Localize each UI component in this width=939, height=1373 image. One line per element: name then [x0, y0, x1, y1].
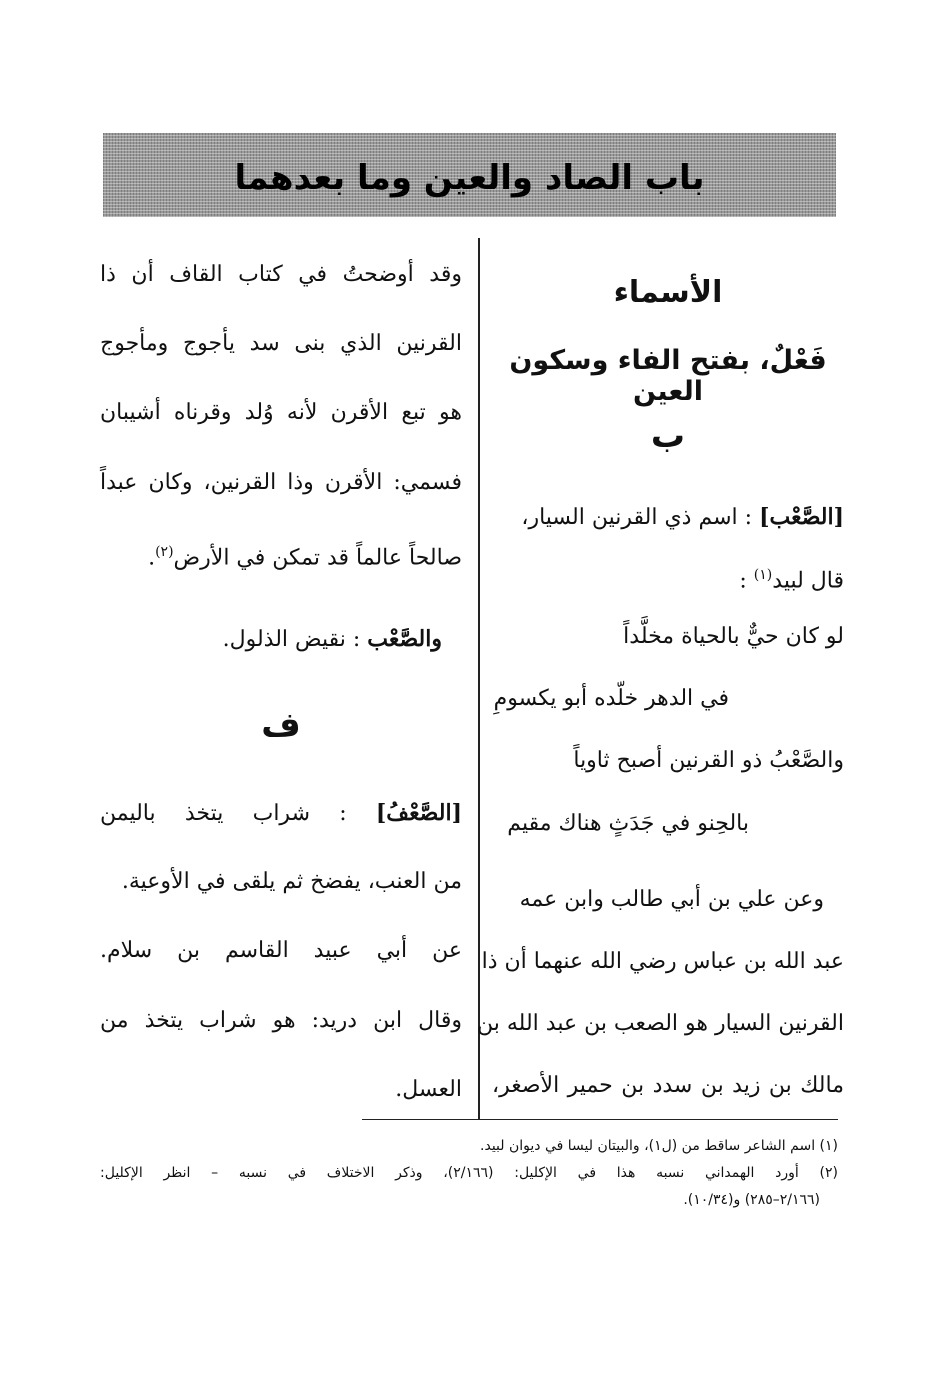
- letter-heading-ba: ب: [650, 416, 686, 456]
- verse-line: والصَّعْبُ ذو القرنين أصبح ثاوياً: [573, 748, 844, 773]
- verse-line: في الدهر خلّده أبو يكسومِ: [493, 686, 729, 711]
- entry-term: [الصَّعْب]: [759, 504, 844, 530]
- chapter-banner: [103, 133, 836, 217]
- footnote-ref-2: (٢): [155, 544, 174, 560]
- paragraph-period: .: [148, 545, 156, 571]
- verse-line: بالحِنو في جَدَثٍ هناك مقيم: [507, 811, 749, 836]
- column-divider: [478, 238, 480, 1120]
- footnote-2-continued: (٢/١٦٦–٢٨٥) و(١٠/٣٤).: [683, 1192, 820, 1208]
- definition-term: والصَّعْب: [367, 626, 442, 652]
- quote-intro: قال لبيد: [772, 568, 844, 594]
- paragraph-line: وقد أوضحتُ في كتاب القاف أن ذا: [100, 262, 462, 287]
- quote-intro-line: [739, 560, 844, 596]
- footnote-2: (٢) أورد الهمداني نسبه هذا في الإكليل: (٢/١٦٦)، وذكر الاختلاف في نسبه – انظر الإكليل:: [100, 1165, 839, 1181]
- entry-line: [521, 502, 844, 533]
- entry-term: [الصَّعْفُ]: [375, 800, 462, 826]
- footnote-1: (١) اسم الشاعر ساقط من (ل١)، والبيتان ليسا في ديوان لبيد.: [480, 1138, 838, 1154]
- definition-text: : نقيض الذلول.: [222, 627, 361, 652]
- letter-heading-fa: ف: [261, 705, 301, 745]
- paragraph-line: القرنين السيار هو الصعب بن عبد الله بن: [477, 1011, 844, 1036]
- entry-definition: : شراب يتخذ باليمن: [100, 801, 347, 826]
- entry-line: وقال ابن دريد: هو شراب يتخذ من: [100, 1008, 462, 1033]
- entry-line: من العنب، يفضخ ثم يلقى في الأوعية.: [121, 869, 462, 894]
- entry-line: العسل.: [395, 1077, 462, 1102]
- paragraph-line: فسمي: الأقرن وذا القرنين، وكان عبداً: [100, 470, 462, 495]
- chapter-title: باب الصاد والعين وما بعدهما: [234, 158, 705, 198]
- footnote-rule: [362, 1119, 838, 1120]
- footnotes: [100, 1133, 838, 1214]
- section-heading: الأسماء: [613, 275, 723, 310]
- footnote-ref-1: (١): [753, 567, 773, 583]
- entry-line: عن أبي عبيد القاسم بن سلام.: [100, 938, 462, 963]
- verse-line: لو كان حيٌّ بالحياة مخلَّداً: [623, 624, 844, 649]
- quote-colon: :: [739, 568, 747, 594]
- paragraph-line: هو تبع الأقرن لأنه وُلد وقرناه أشيبان: [100, 400, 462, 425]
- paragraph-line: عبد الله بن عباس رضي الله عنهما أن ذا: [481, 949, 844, 974]
- paragraph-line: وعن علي بن أبي طالب وابن عمه: [519, 887, 824, 912]
- paragraph-line: [148, 537, 462, 573]
- entry-definition: : اسم ذي القرنين السيار،: [521, 505, 753, 530]
- pattern-heading: فَعْلٌ، بفتح الفاء وسكون العين: [509, 345, 827, 407]
- paragraph-line: مالك بن زيد بن سدد بن حمير الأصغر،: [492, 1073, 844, 1098]
- entry-line: [100, 798, 462, 829]
- definition-line: [223, 624, 442, 655]
- paragraph-line: القرنين الذي بنى سد يأجوج ومأجوج: [100, 331, 462, 356]
- paragraph-text: صالحاً عالماً قد تمكن في الأرض: [173, 545, 462, 571]
